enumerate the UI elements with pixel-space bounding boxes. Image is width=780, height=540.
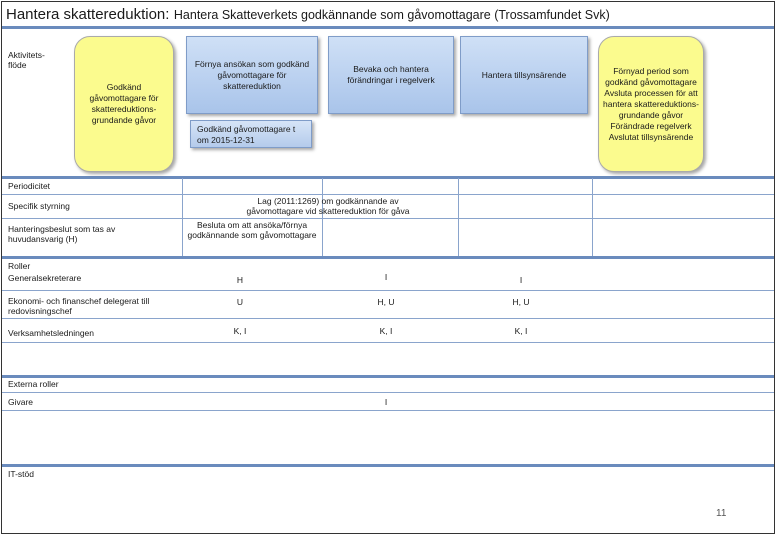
role-cell: H (236, 275, 244, 285)
role-cell: I (384, 272, 388, 282)
styrning-beslut: Besluta om att ansöka/förnya godkännande som gåvomottagare (187, 220, 317, 240)
row-label-it-stod: IT-stöd (8, 469, 34, 479)
role-cell: K, I (514, 326, 528, 336)
row-label-roller: Roller (8, 261, 31, 271)
row-label-periodicitet: Periodicitet (8, 181, 51, 191)
grid-line (2, 318, 774, 319)
role-cell: I (519, 275, 523, 285)
role-cell: U (236, 297, 244, 307)
flow-step-note-label: Godkänd gåvomottagare t om 2015-12-31 (197, 124, 296, 145)
grid-line (2, 464, 774, 467)
role-cell: I (384, 397, 388, 407)
title-main: Hantera skattereduktion: (6, 6, 170, 23)
grid-line (2, 194, 774, 195)
row-label-specifik-styrning: Specifik styrning (8, 201, 70, 211)
grid-line (2, 176, 774, 179)
flow-step-label: Bevaka och hantera förändringar i regelverk (347, 64, 435, 85)
flow-step-bevaka (328, 36, 454, 114)
grid-col (592, 178, 593, 256)
grid-line (2, 290, 774, 291)
flow-step-label: Hantera tillsynsärende (481, 69, 567, 80)
title-sub: Hantera Skatteverkets godkännande som gåvomottagare (Trossamfundet Svk) (173, 8, 610, 22)
grid-line (2, 410, 774, 411)
role-cell: H, U (512, 297, 530, 307)
flow-start-label: Godkänd gåvomottagare för skattereduktions-grundande gåvor (89, 82, 159, 125)
grid-col (458, 178, 459, 256)
flow-step-tillsyn (460, 36, 588, 114)
row-label-generalsekreterare: Generalsekreterare (8, 273, 82, 283)
grid-line (2, 375, 774, 378)
grid-line (2, 218, 774, 219)
grid-col (182, 178, 183, 256)
flow-start-event (74, 36, 174, 172)
flow-end-label: Förnyad period som godkänd gåvomottagare Avsluta processen för att hantera skattereduktions-grundande gåvor Förändrade regelverk Avslutat tillsynsärende (603, 65, 699, 142)
row-label-hanteringsbeslut: Hanteringsbeslut som tas av huvudansvarig (H) (8, 224, 116, 244)
role-cell: H, U (377, 297, 395, 307)
grid-line (2, 256, 774, 259)
grid-line (2, 342, 774, 343)
flow-step-fornya-ansokan (186, 36, 318, 114)
row-label-verksamhetsledningen: Verksamhetsledningen (8, 328, 95, 338)
row-label-ekonomichef: Ekonomi- och finanschef delegerat till redovisningschef (8, 296, 150, 316)
page-title (6, 6, 610, 24)
grid-line (2, 26, 774, 29)
flow-step-label: Förnya ansökan som godkänd gåvomottagare för skattereduktion (194, 58, 310, 91)
row-label-givare: Givare (8, 397, 34, 407)
role-cell: K, I (379, 326, 393, 336)
role-cell: K, I (233, 326, 247, 336)
row-label-externa-roller: Externa roller (8, 379, 59, 389)
row-label-aktivitetsflode: Aktivitets- flöde (8, 50, 45, 70)
styrning-lag: Lag (2011:1269) om godkännande av gåvomottagare vid skattereduktion för gåva (246, 196, 410, 216)
flow-step-note (190, 120, 312, 148)
page-number: 11 (716, 508, 727, 519)
grid-line (2, 392, 774, 393)
grid-col (322, 178, 323, 256)
flow-end-event (598, 36, 704, 172)
